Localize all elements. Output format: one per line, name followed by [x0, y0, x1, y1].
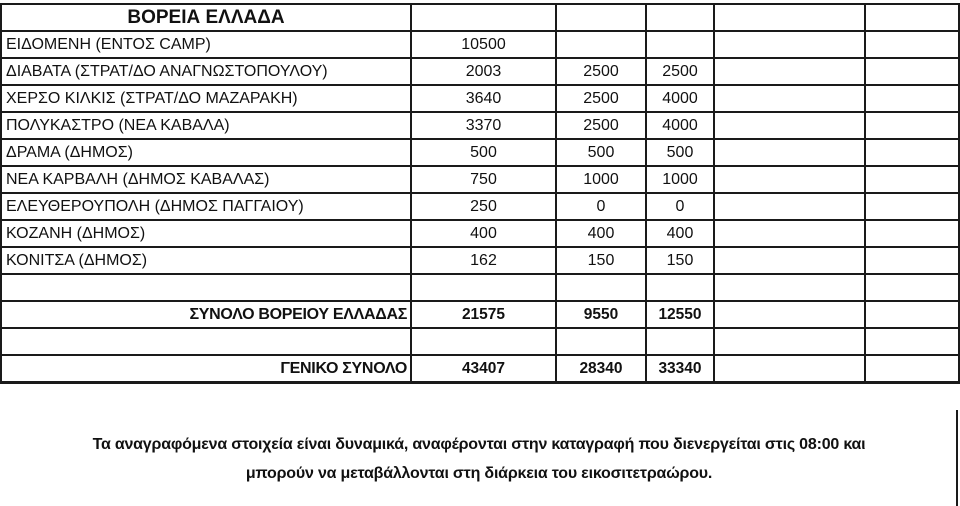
value-col3: 500: [646, 139, 714, 166]
footnote-line-2: μπορούν να μεταβάλλονται στη διάρκεια του εικοσιτετραώρου.: [245, 465, 713, 482]
location-name: ΚΟΖΑΝΗ (ΔΗΜΟΣ): [1, 220, 411, 247]
grand-total-col3: 33340: [646, 355, 714, 383]
section-header-row: [1, 4, 959, 31]
empty-cell: [865, 112, 959, 139]
value-col1: 500: [411, 139, 556, 166]
value-col1: 3640: [411, 85, 556, 112]
empty-cell: [865, 328, 959, 355]
empty-cell: [714, 166, 865, 193]
empty-cell: [646, 4, 714, 31]
empty-cell: [556, 274, 646, 301]
empty-cell: [714, 58, 865, 85]
empty-cell: [865, 31, 959, 58]
table-row: [1, 58, 959, 85]
subtotal-col1: 21575: [411, 301, 556, 328]
empty-cell: [714, 4, 865, 31]
empty-cell: [556, 4, 646, 31]
footnote-box: [0, 410, 958, 506]
empty-cell: [411, 274, 556, 301]
empty-cell: [714, 247, 865, 274]
table-row: [1, 193, 959, 220]
value-col3: [646, 31, 714, 58]
table-row: [1, 220, 959, 247]
empty-cell: [714, 112, 865, 139]
location-name: ΠΟΛΥΚΑΣΤΡΟ (ΝΕΑ ΚΑΒΑΛΑ): [1, 112, 411, 139]
empty-cell: [714, 301, 865, 328]
value-col1: 162: [411, 247, 556, 274]
location-name: ΧΕΡΣΟ ΚΙΛΚΙΣ (ΣΤΡΑΤ/ΔΟ ΜΑΖΑΡΑΚΗ): [1, 85, 411, 112]
empty-cell: [714, 31, 865, 58]
value-col3: 150: [646, 247, 714, 274]
grand-total-label: ΓΕΝΙΚΟ ΣΥΝΟΛΟ: [1, 355, 411, 383]
empty-cell: [865, 85, 959, 112]
table-row: [1, 85, 959, 112]
subtotal-row: [1, 301, 959, 328]
location-name: ΔΙΑΒΑΤΑ (ΣΤΡΑΤ/ΔΟ ΑΝΑΓΝΩΣΤΟΠΟΥΛΟΥ): [1, 58, 411, 85]
grand-total-col2: 28340: [556, 355, 646, 383]
table-row: [1, 31, 959, 58]
value-col1: 2003: [411, 58, 556, 85]
table-row: [1, 112, 959, 139]
value-col3: 1000: [646, 166, 714, 193]
value-col2: 150: [556, 247, 646, 274]
footnote-line-1: Τα αναγραφόμενα στοιχεία είναι δυναμικά, αναφέρονται στην καταγραφή που διενεργείται στις 08:00 και: [92, 436, 866, 453]
value-col2: 400: [556, 220, 646, 247]
table-row: [1, 139, 959, 166]
data-table: [0, 3, 960, 384]
value-col2: [556, 31, 646, 58]
value-col2: 2500: [556, 85, 646, 112]
empty-cell: [714, 85, 865, 112]
spacer-row: [1, 274, 959, 301]
footnote: [0, 430, 958, 488]
empty-cell: [714, 220, 865, 247]
table-row: [1, 247, 959, 274]
value-col3: 2500: [646, 58, 714, 85]
empty-cell: [556, 328, 646, 355]
empty-cell: [714, 193, 865, 220]
empty-cell: [865, 247, 959, 274]
empty-cell: [714, 274, 865, 301]
value-col3: 4000: [646, 85, 714, 112]
empty-cell: [1, 328, 411, 355]
value-col3: 4000: [646, 112, 714, 139]
value-col1: 250: [411, 193, 556, 220]
value-col1: 400: [411, 220, 556, 247]
grand-total-row: [1, 355, 959, 383]
empty-cell: [865, 193, 959, 220]
value-col2: 500: [556, 139, 646, 166]
empty-cell: [865, 4, 959, 31]
location-name: ΕΛΕΥΘΕΡΟΥΠΟΛΗ (ΔΗΜΟΣ ΠΑΓΓΑΙΟΥ): [1, 193, 411, 220]
empty-cell: [865, 355, 959, 383]
empty-cell: [1, 274, 411, 301]
grand-total-col1: 43407: [411, 355, 556, 383]
value-col2: 0: [556, 193, 646, 220]
empty-cell: [714, 355, 865, 383]
empty-cell: [714, 328, 865, 355]
spreadsheet: [0, 3, 958, 384]
value-col2: 2500: [556, 58, 646, 85]
value-col2: 1000: [556, 166, 646, 193]
value-col2: 2500: [556, 112, 646, 139]
location-name: ΝΕΑ ΚΑΡΒΑΛΗ (ΔΗΜΟΣ ΚΑΒΑΛΑΣ): [1, 166, 411, 193]
table-row: [1, 166, 959, 193]
empty-cell: [865, 139, 959, 166]
subtotal-col3: 12550: [646, 301, 714, 328]
empty-cell: [865, 58, 959, 85]
subtotal-label: ΣΥΝΟΛΟ ΒΟΡΕΙΟΥ ΕΛΛΑΔΑΣ: [1, 301, 411, 328]
value-col1: 3370: [411, 112, 556, 139]
value-col1: 10500: [411, 31, 556, 58]
empty-cell: [865, 166, 959, 193]
value-col1: 750: [411, 166, 556, 193]
location-name: ΚΟΝΙΤΣΑ (ΔΗΜΟΣ): [1, 247, 411, 274]
empty-cell: [865, 274, 959, 301]
empty-cell: [714, 139, 865, 166]
empty-cell: [865, 301, 959, 328]
empty-cell: [411, 328, 556, 355]
empty-cell: [646, 328, 714, 355]
empty-cell: [411, 4, 556, 31]
empty-cell: [646, 274, 714, 301]
empty-cell: [865, 220, 959, 247]
location-name: ΔΡΑΜΑ (ΔΗΜΟΣ): [1, 139, 411, 166]
subtotal-col2: 9550: [556, 301, 646, 328]
location-name: ΕΙΔΟΜΕΝΗ (ΕΝΤΟΣ CAMP): [1, 31, 411, 58]
value-col3: 400: [646, 220, 714, 247]
value-col3: 0: [646, 193, 714, 220]
spacer-row: [1, 328, 959, 355]
section-title: ΒΟΡΕΙΑ ΕΛΛΑΔΑ: [1, 4, 411, 31]
